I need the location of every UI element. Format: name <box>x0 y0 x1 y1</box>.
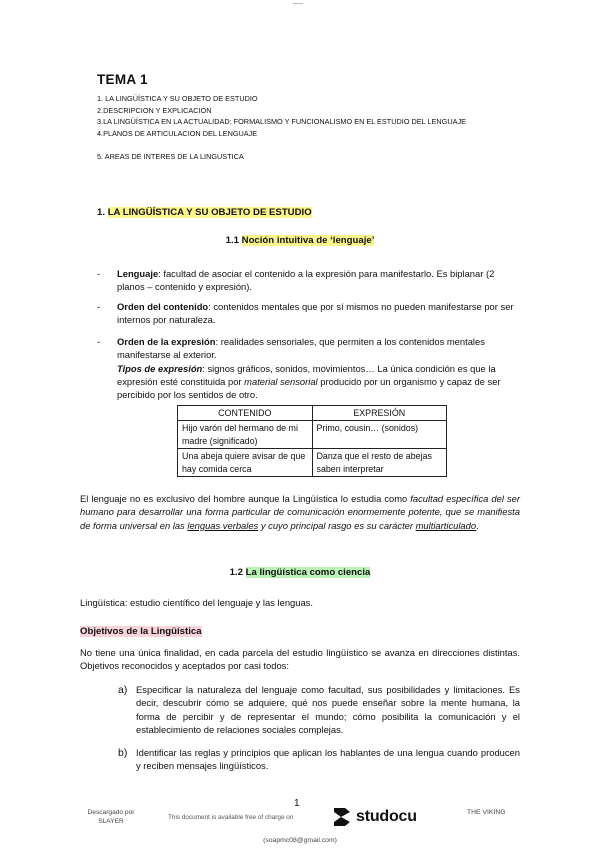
lenguaje-paragraph <box>80 492 520 532</box>
list-item <box>118 746 520 773</box>
page-title: TEMA 1 <box>97 72 148 87</box>
paragraph-underlined: multiarticulado <box>415 519 477 531</box>
bullet-item <box>97 335 522 402</box>
tipos-term: Tipos de expresión <box>117 362 203 374</box>
footer-email: (soapmc08@gmail.com) <box>263 837 337 844</box>
subsection-number: 1.1 <box>225 235 239 246</box>
table-cell: Hijo varón del hermano de mi madre (significado) <box>178 421 313 449</box>
objectives-title: Objetivos de la Lingüística <box>80 626 202 637</box>
bullet-item <box>97 267 522 294</box>
bullet-dash: - <box>97 301 101 312</box>
top-mark <box>293 0 303 4</box>
paragraph-text: . <box>476 519 479 531</box>
table-cell: Primo, cousin… (sonidos) <box>312 421 447 449</box>
tipos-expresion <box>117 362 522 402</box>
table-cell: Danza que el resto de abejas saben interpretar <box>312 449 447 477</box>
subsection-heading <box>0 234 600 248</box>
paragraph-underlined: lenguas verbales <box>187 519 259 531</box>
toc-item: 2.DESCRIPCION Y EXPLICACION <box>97 105 212 115</box>
table-header: CONTENIDO <box>178 406 313 421</box>
tipos-text: producido por un organismo y capaz de ser percibido por los sentidos de otro. <box>117 376 501 401</box>
section-number: 1. <box>97 207 106 218</box>
table-cell: Una abeja quiere avisar de que hay comida cerca <box>178 449 313 477</box>
bullet-term: Lenguaje <box>117 268 159 279</box>
studocu-logo[interactable] <box>332 806 417 828</box>
table-of-contents <box>97 93 466 163</box>
bullet-dash: - <box>97 268 101 279</box>
bullet-text: : facultad de asociar el contenido a la expresión para manifestarlo. Es biplanar (2 planos – contenido y expresión). <box>117 268 495 293</box>
bullet-item <box>97 300 522 327</box>
list-marker: a) <box>118 684 128 696</box>
bullet-dash: - <box>97 336 101 347</box>
toc-item: 5. AREAS DE INTERES DE LA LINGUSTICA <box>97 151 244 161</box>
bullet-text: : contenidos mentales que por sí mismos no pueden manifestarse por ser internos por naturaleza. <box>117 301 514 326</box>
bullet-text: : realidades sensoriales, que permiten a los contenidos mentales manifestarse al exterior. <box>117 336 485 361</box>
studocu-logo-icon <box>332 806 352 828</box>
table-row <box>178 449 447 477</box>
table-header-row <box>178 406 447 421</box>
availability-notice: This document is available free of charge on <box>168 814 294 821</box>
paragraph-text: El lenguaje no es exclusivo del hombre aunque la Lingüística lo estudia como <box>80 493 411 504</box>
list-text: Especificar la naturaleza del lenguaje como facultad, sus posibilidades y limitaciones. Es decir, descubrir cómo se adquiere, qué nos puede enseñar sobre la mente humana, la forma de percibir y de representar el mundo; cómo posibilita la comunicación y el establecimiento de relaciones sociales complejas. <box>136 684 520 736</box>
subsection-number: 1.2 <box>229 567 243 578</box>
toc-item: 1. LA LINGÜÍSTICA Y SU OBJETO DE ESTUDIO <box>97 94 258 103</box>
page-number: 1 <box>294 798 300 809</box>
tipos-emphasis: material sensorial <box>244 376 318 388</box>
section-heading <box>97 206 312 220</box>
list-item <box>118 683 520 736</box>
content-expression-table <box>177 405 447 477</box>
footer-right-text: THE VIKING <box>467 809 506 816</box>
list-text: Identificar las reglas y principios que aplican los hablantes de una lengua cuando producen y reciben mensajes lingüísticos. <box>136 747 520 772</box>
subsection-heading <box>0 566 600 580</box>
bullet-term: Orden de la expresión <box>117 336 216 347</box>
download-user: SLAYER <box>98 818 124 825</box>
list-marker: b) <box>118 747 128 759</box>
objectives-intro: No tiene una única finalidad, en cada parcela del estudio lingüístico se avanza en direcciones distintas. Objetivos reconocidos y aceptados por casi todos: <box>80 647 520 672</box>
studocu-brand-name: studocu <box>356 807 417 825</box>
subsection-title: La lingüística como ciencia <box>245 567 371 578</box>
objectives-heading <box>80 625 202 639</box>
paragraph-emphasis: facultad específica del ser humano para desarrollar una forma particular de comunicación enormemente potente, que se manifiesta de forma universal en las <box>80 493 520 531</box>
toc-item: 3.LA LINGÜÍSTICA EN LA ACTUALIDAD: FORMALISMO Y FUNCIONALISMO EN EL ESTUDIO DEL LENGUAJE <box>97 117 466 127</box>
paragraph-emphasis: y cuyo principal rasgo es su carácter <box>258 519 416 531</box>
subsection-title: Noción intuitiva de ‘lenguaje’ <box>241 235 375 246</box>
section-title: LA LINGÜÍSTICA Y SU OBJETO DE ESTUDIO <box>107 207 312 218</box>
download-credit <box>76 808 146 826</box>
definition-line: Lingüística: estudio científico del lenguaje y las lenguas. <box>80 597 313 608</box>
tipos-text: : signos gráficos, sonidos, movimientos… La única condición es que la expresión esté constituida por <box>117 362 496 388</box>
download-label: Descargado por <box>87 809 135 816</box>
table-header: EXPRESIÓN <box>312 406 447 421</box>
table-row <box>178 421 447 449</box>
bullet-term: Orden del contenido <box>117 301 209 312</box>
toc-item: 4.PLANOS DE ARTICULACION DEL LENGUAJE <box>97 128 258 138</box>
